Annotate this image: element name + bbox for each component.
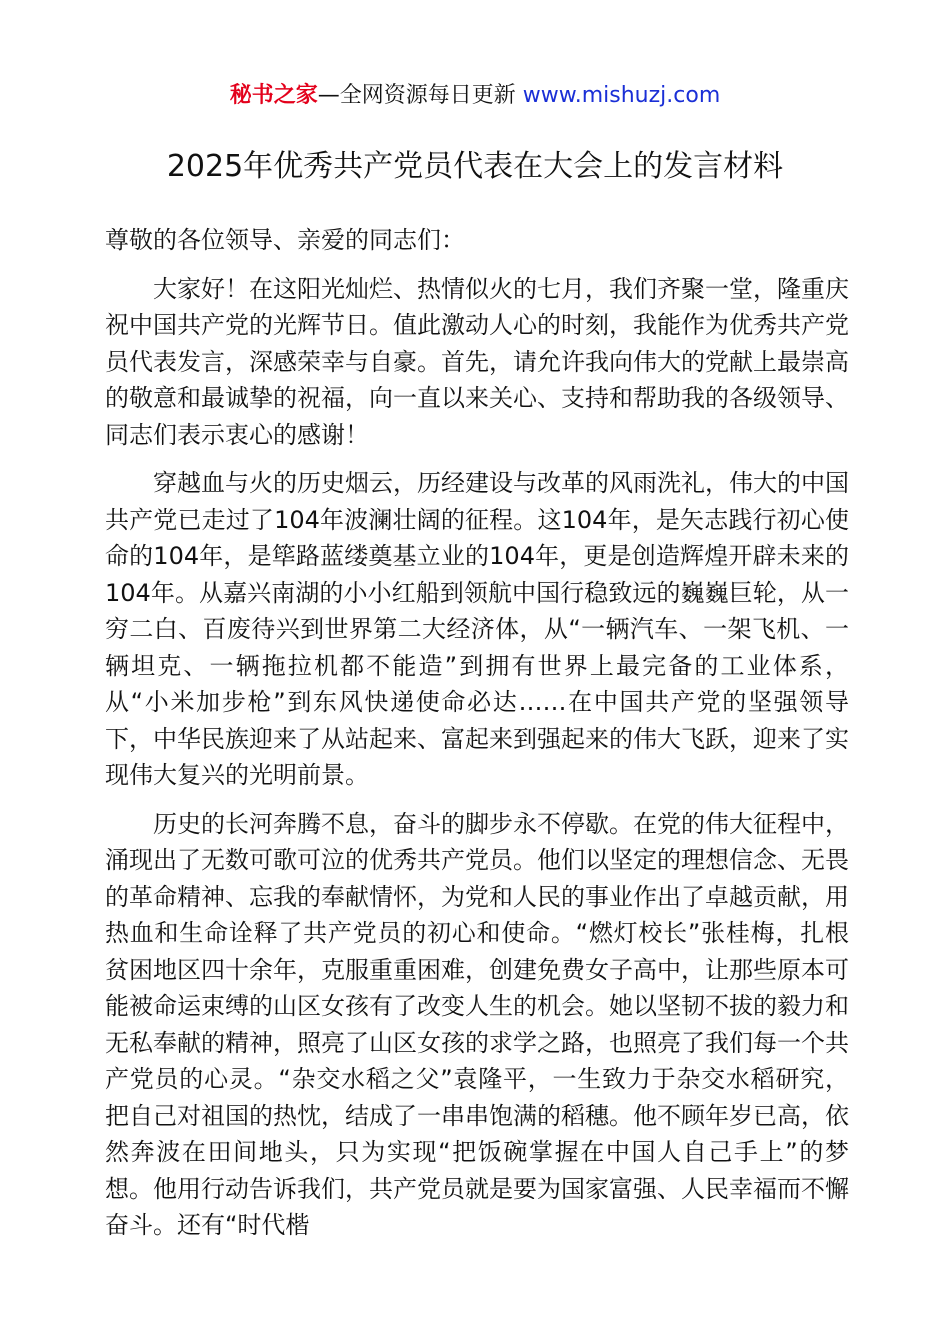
site-brand: 秘书之家 <box>229 83 318 108</box>
body-paragraph: 历史的长河奔腾不息，奋斗的脚步永不停歇。在党的伟大征程中，涌现出了无数可歌可泣的优秀共产党员。他们以坚定的理想信念、无畏的革命精神、忘我的奉献情怀，为党和人民的事业作出了卓越贡献，用热血和生命诠释了共产党员的初心和使命。“燃灯校长”张桂梅，扎根贫困地区四十余年，克服重重困难，创建免费女子高中，让那些原本可能被命运束缚的山区女孩有了改变人生的机会。她以坚韧不拔的毅力和无私奉献的精神，照亮了山区女孩的求学之路，也照亮了我们每一个共产党员的心灵。“杂交水稻之父”袁隆平，一生致力于杂交水稻研究，把自己对祖国的热忱，结成了一串串饱满的稻穗。他不顾年岁已高，依然奔波在田间地头，只为实现“把饭碗掌握在中国人自己手上”的梦想。他用行动告诉我们，共产党员就是要为国家富强、人民幸福而不懈奋斗。还有“时代楷 <box>105 809 849 1239</box>
site-tagline: —全网资源每日更新 <box>317 83 523 108</box>
site-url-link[interactable]: www.mishuzj.com <box>522 83 721 108</box>
document-body <box>105 222 849 1256</box>
body-paragraph: 大家好！在这阳光灿烂、热情似火的七月，我们齐聚一堂，隆重庆祝中国共产党的光辉节日。值此激动人心的时刻，我能作为优秀共产党员代表发言，深感荣幸与自豪。首先，请允许我向伟大的党献上最崇高的敬意和最诚挚的祝福，向一直以来关心、支持和帮助我的各级领导、同志们表示衷心的感谢！ <box>105 274 849 449</box>
salutation: 尊敬的各位领导、亲爱的同志们： <box>105 226 465 254</box>
body-paragraph: 穿越血与火的历史烟云，历经建设与改革的风雨洗礼，伟大的中国共产党已走过了104年波澜壮阔的征程。这104年，是矢志践行初心使命的104年，是筚路蓝缕奠基立业的104年，更是创造辉煌开辟未来的104年。从嘉兴南湖的小小红船到领航中国行稳致远的巍巍巨轮，从一穷二白、百废待兴到世界第二大经济体，从“一辆汽车、一架飞机、一辆坦克、一辆拖拉机都不能造”到拥有世界上最完备的工业体系，从“小米加步枪”到东风快递使命必达……在中国共产党的坚强领导下，中华民族迎来了从站起来、富起来到强起来的伟大飞跃，迎来了实现伟大复兴的光明前景。 <box>105 469 849 789</box>
document-title: 2025年优秀共产党员代表在大会上的发言材料 <box>166 149 784 184</box>
site-header <box>0 80 950 112</box>
